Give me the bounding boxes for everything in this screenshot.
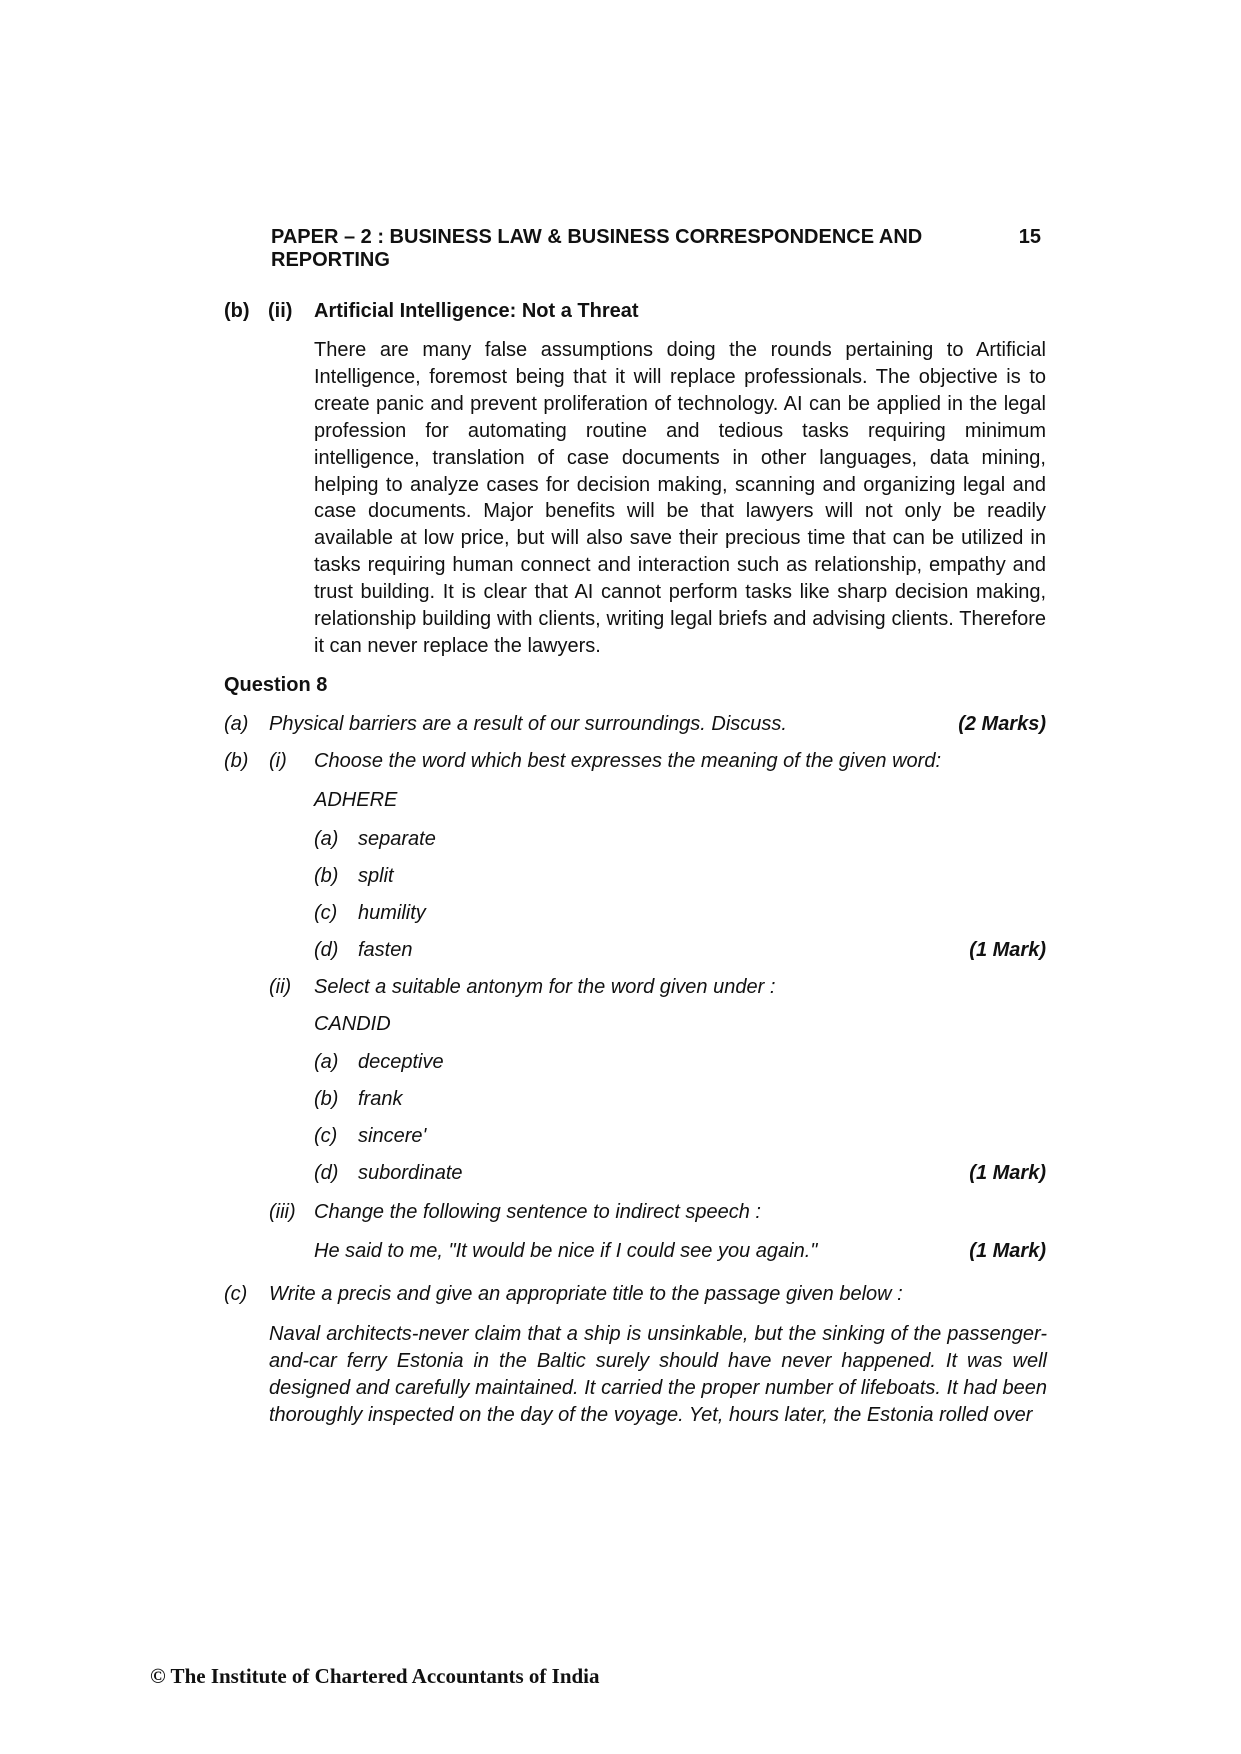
- option-text: split: [358, 865, 394, 887]
- section-heading: Artificial Intelligence: Not a Threat: [314, 300, 639, 322]
- q8-b-i-marks: (1 Mark): [969, 939, 1046, 961]
- option-label: (a): [314, 1051, 339, 1073]
- page-number: 15: [1018, 226, 1041, 248]
- q8-b-ii-marks: (1 Mark): [969, 1162, 1046, 1184]
- option-text: fasten: [358, 939, 413, 961]
- option-label: (b): [314, 865, 339, 887]
- footer-copyright: © The Institute of Chartered Accountants of India: [150, 1664, 600, 1688]
- q8-a-label: (a): [224, 713, 249, 735]
- q8-c-label: (c): [224, 1283, 248, 1305]
- option-label: (a): [314, 828, 339, 850]
- question-title: Question 8: [224, 674, 328, 696]
- option-text: frank: [358, 1088, 403, 1110]
- option-label: (c): [314, 1125, 338, 1147]
- option-text: subordinate: [358, 1162, 463, 1184]
- q8-c-prompt: Write a precis and give an appropriate title to the passage given below :: [269, 1283, 903, 1305]
- q8-b-ii-word: CANDID: [314, 1013, 391, 1035]
- q8-b-iii-label: (iii): [269, 1201, 296, 1223]
- q8-b-iii-sentence: He said to me, "It would be nice if I could see you again.": [314, 1240, 818, 1262]
- q8-c-passage: Naval architects-never claim that a ship is unsinkable, but the sinking of the passenger-and-car ferry Estonia in the Baltic surely should have never happened. It was well designed and carefully maintained. It carried the proper number of lifeboats. It had been thoroughly inspected on the day of the voyage. Yet, hours later, the Estonia rolled over: [269, 1323, 1047, 1426]
- option-text: separate: [358, 828, 436, 850]
- header-title: PAPER – 2 : BUSINESS LAW & BUSINESS CORRESPONDENCE AND REPORTING: [271, 226, 923, 271]
- option-text: humility: [358, 902, 426, 924]
- answer-paragraph: There are many false assumptions doing the rounds pertaining to Artificial Intelligence, foremost being that it will replace professionals. The objective is to create panic and prevent proliferation of technology. AI can be applied in the legal profession for automating routine and tedious tasks requiring minimum intelligence, translation of case documents in other languages, data mining, helping to analyze cases for decision making, scanning and organizing legal and case documents. Major benefits will be that lawyers will not only be readily available at low price, but will also save their precious time that can be utilized in tasks requiring human connect and interaction such as relationship, empathy and trust building. It is clear that AI cannot perform tasks like sharp decision making, relationship building with clients, writing legal briefs and advising clients. Therefore it can never replace the lawyers.: [314, 339, 1046, 657]
- q8-b-i-label: (i): [269, 750, 287, 772]
- label-ii: (ii): [268, 300, 293, 322]
- option-label: (d): [314, 939, 339, 961]
- q8-b-i-word: ADHERE: [314, 789, 398, 811]
- q8-a-text: Physical barriers are a result of our surroundings. Discuss.: [269, 713, 787, 735]
- q8-a-marks: (2 Marks): [958, 713, 1046, 735]
- option-label: (c): [314, 902, 338, 924]
- q8-b-iii-prompt: Change the following sentence to indirect speech :: [314, 1201, 761, 1223]
- q8-b-label: (b): [224, 750, 249, 772]
- q8-b-i-prompt: Choose the word which best expresses the meaning of the given word:: [314, 750, 942, 772]
- option-text: deceptive: [358, 1051, 444, 1073]
- label-b: (b): [224, 300, 250, 322]
- option-text: sincere': [358, 1125, 427, 1147]
- q8-b-ii-prompt: Select a suitable antonym for the word given under :: [314, 976, 776, 998]
- q8-b-ii-label: (ii): [269, 976, 292, 998]
- q8-b-iii-marks: (1 Mark): [969, 1240, 1046, 1262]
- option-label: (d): [314, 1162, 339, 1184]
- option-label: (b): [314, 1088, 339, 1110]
- page-header: [271, 226, 1041, 272]
